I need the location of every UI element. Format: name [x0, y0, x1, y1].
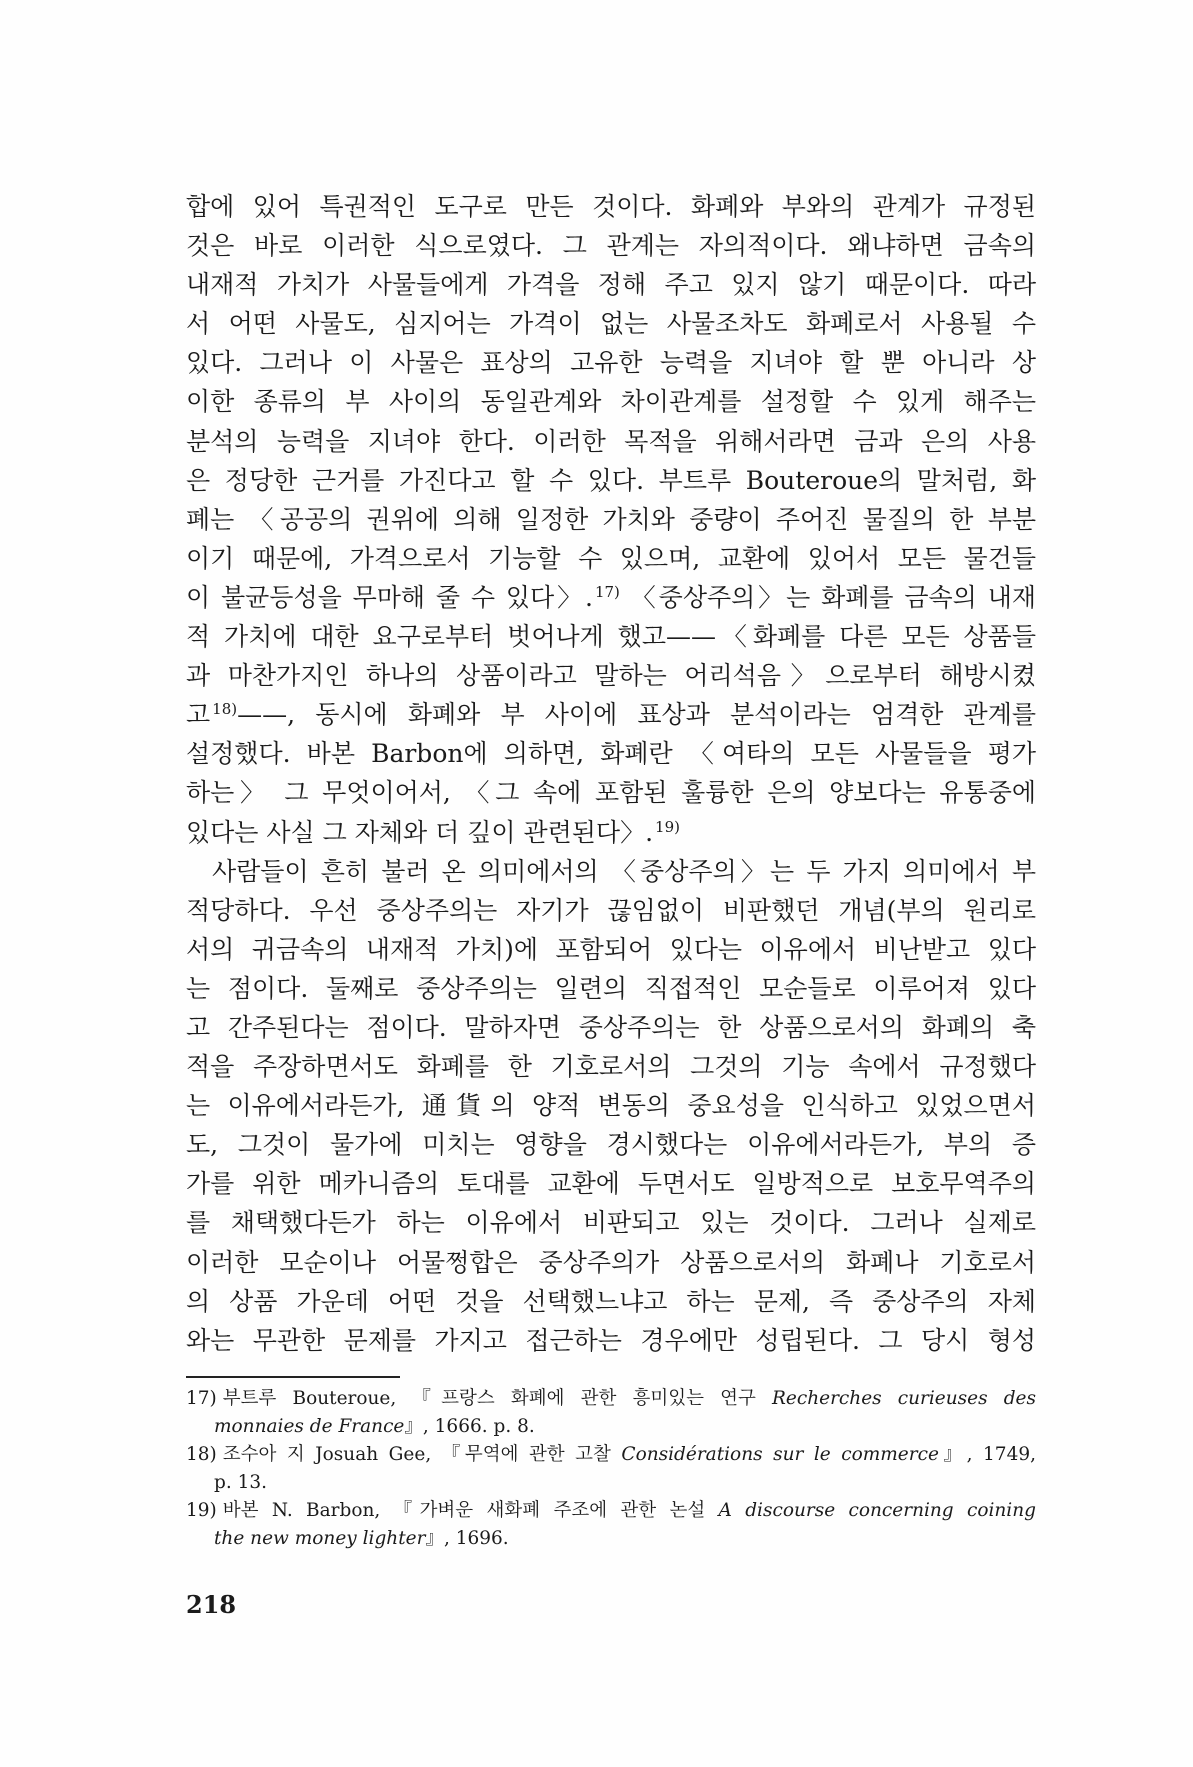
text-line: 서 어떤 사물도, 심지어는 가격이 없는 사물조차도 화폐로서 사용될 수	[186, 309, 1036, 339]
footnote-title-italic: Recherches curieuses des	[771, 1388, 1036, 1409]
text-line: 적을 주장하면서도 화폐를 한 기호로서의 그것의 기능 속에서 규정했다	[186, 1052, 1036, 1082]
text-segment: 〈중상주의〉는 화폐를 금속의 내재	[619, 582, 1036, 612]
text-line: 의 상품 가운데 어떤 것을 선택했느냐고 하는 문제, 즉 중상주의 자체	[186, 1286, 1036, 1316]
footnote-text: 』, 1666. p. 8.	[404, 1416, 535, 1437]
footnote-marker: 17)	[594, 582, 620, 601]
footnote-title-italic: monnaies de France	[214, 1416, 405, 1437]
text-segment: 이 불균등성을 무마해 줄 수 있다〉.	[186, 582, 593, 612]
text-line	[186, 813, 1036, 852]
text-line: 설정했다. 바본 Barbon에 의하면, 화폐란 〈여타의 모든 사물들을 평가	[186, 739, 1036, 769]
text-segment: ——, 동시에 화폐와 부 사이에 표상과 분석이라는 엄격한 관계를	[237, 700, 1036, 730]
text-line: 있다. 그러나 이 사물은 표상의 고유한 능력을 지녀야 할 뿐 아니라 상	[186, 348, 1036, 378]
text-line: 적당하다. 우선 중상주의는 자기가 끊임없이 비판했던 개념(부의 원리로	[186, 895, 1036, 925]
footnotes	[186, 1385, 1036, 1553]
text-line: 폐는 〈공공의 권위에 의해 일정한 가치와 중량이 주어진 물질의 한 부분	[186, 504, 1036, 534]
footnote-text: 부트루 Bouteroue, 『프랑스 화폐에 관한 흥미있는 연구	[222, 1388, 772, 1409]
footnote-title-italic: A discourse concerning coining	[718, 1500, 1036, 1521]
footnote-title-italic: the new money lighter	[214, 1528, 426, 1549]
text-line: 와는 무관한 문제를 가지고 접근하는 경우에만 성립된다. 그 당시 형성	[186, 1325, 1036, 1355]
footnote-line	[186, 1413, 1036, 1441]
text-line: 적 가치에 대한 요구로부터 벗어나게 했고——〈화폐를 다른 모든 상품들	[186, 622, 1036, 652]
text-line: 하는〉 그 무엇이어서, 〈그 속에 포함된 훌륭한 은의 양보다는 유통중에	[186, 778, 1036, 808]
footnote-line	[186, 1497, 1036, 1525]
footnote-text: 』, 1749,	[938, 1444, 1036, 1465]
text-line: 고 간주된다는 점이다. 말하자면 중상주의는 한 상품으로서의 화폐의 축	[186, 1012, 1036, 1042]
paragraph	[186, 852, 1036, 1360]
text-line: 내재적 가치가 사물들에게 가격을 정해 주고 있지 않기 때문이다. 따라	[186, 270, 1036, 300]
text-line	[186, 578, 1036, 617]
footnote-line	[186, 1469, 1036, 1497]
text-line: 를 채택했다든가 하는 이유에서 비판되고 있는 것이다. 그러나 실제로	[186, 1208, 1036, 1238]
text-line: 분석의 능력을 지녀야 한다. 이러한 목적을 위해서라면 금과 은의 사용	[186, 426, 1036, 456]
footnote-text: 바본 N. Barbon, 『가벼운 새화폐 주조에 관한 논설	[222, 1500, 719, 1521]
text-line: 것은 바로 이러한 식으로였다. 그 관계는 자의적이다. 왜냐하면 금속의	[186, 231, 1036, 261]
footnote-title-italic: Considérations sur le commerce	[621, 1444, 939, 1465]
body-text	[186, 187, 1036, 1360]
footnote-number: 18)	[186, 1444, 217, 1465]
text-line: 는 점이다. 둘째로 중상주의는 일련의 직접적인 모순들로 이루어져 있다	[186, 973, 1036, 1003]
text-segment: 있다는 사실 그 자체와 더 깊이 관련된다〉.	[186, 817, 654, 847]
footnote-text: p. 13.	[214, 1472, 268, 1493]
text-line: 사람들이 흔히 불러 온 의미에서의 〈중상주의〉는 두 가지 의미에서 부	[212, 856, 1036, 886]
footnote-line	[186, 1525, 1036, 1553]
text-line: 과 마찬가지인 하나의 상품이라고 말하는 어리석음〉으로부터 해방시켰	[186, 661, 1036, 691]
text-line	[186, 695, 1036, 734]
text-line: 서의 귀금속의 내재적 가치)에 포함되어 있다는 이유에서 비난받고 있다	[186, 934, 1036, 964]
footnote-text: 조수아 지 Josuah Gee, 『무역에 관한 고찰	[222, 1444, 622, 1465]
text-line: 합에 있어 특권적인 도구로 만든 것이다. 화폐와 부와의 관계가 규정된	[186, 192, 1036, 221]
footnote-line	[186, 1441, 1036, 1469]
footnote-number: 17)	[186, 1388, 217, 1409]
footnote-text: 』, 1696.	[425, 1528, 509, 1549]
text-line: 이한 종류의 부 사이의 동일관계와 차이관계를 설정할 수 있게 해주는	[186, 387, 1036, 417]
footnote-marker: 18)	[212, 700, 238, 719]
text-line: 가를 위한 메카니즘의 토대를 교환에 두면서도 일방적으로 보호무역주의	[186, 1169, 1036, 1199]
text-segment: 고	[186, 700, 211, 730]
footnote-rule	[186, 1376, 400, 1378]
paragraph	[186, 187, 1036, 852]
text-line: 는 이유에서라든가, 通貨의 양적 변동의 중요성을 인식하고 있었으면서	[186, 1091, 1036, 1121]
page-number: 218	[186, 1590, 237, 1619]
text-line: 이러한 모순이나 어물쩡합은 중상주의가 상품으로서의 화폐나 기호로서	[186, 1247, 1036, 1277]
text-line: 도, 그것이 물가에 미치는 영향을 경시했다는 이유에서라든가, 부의 증	[186, 1130, 1036, 1160]
text-line: 이기 때문에, 가격으로서 기능할 수 있으며, 교환에 있어서 모든 물건들	[186, 543, 1036, 573]
footnote-marker: 19)	[655, 817, 680, 836]
text-line: 은 정당한 근거를 가진다고 할 수 있다. 부트루 Bouteroue의 말처럼, 화	[186, 465, 1036, 495]
footnote-line	[186, 1385, 1036, 1413]
footnote-number: 19)	[186, 1500, 217, 1521]
